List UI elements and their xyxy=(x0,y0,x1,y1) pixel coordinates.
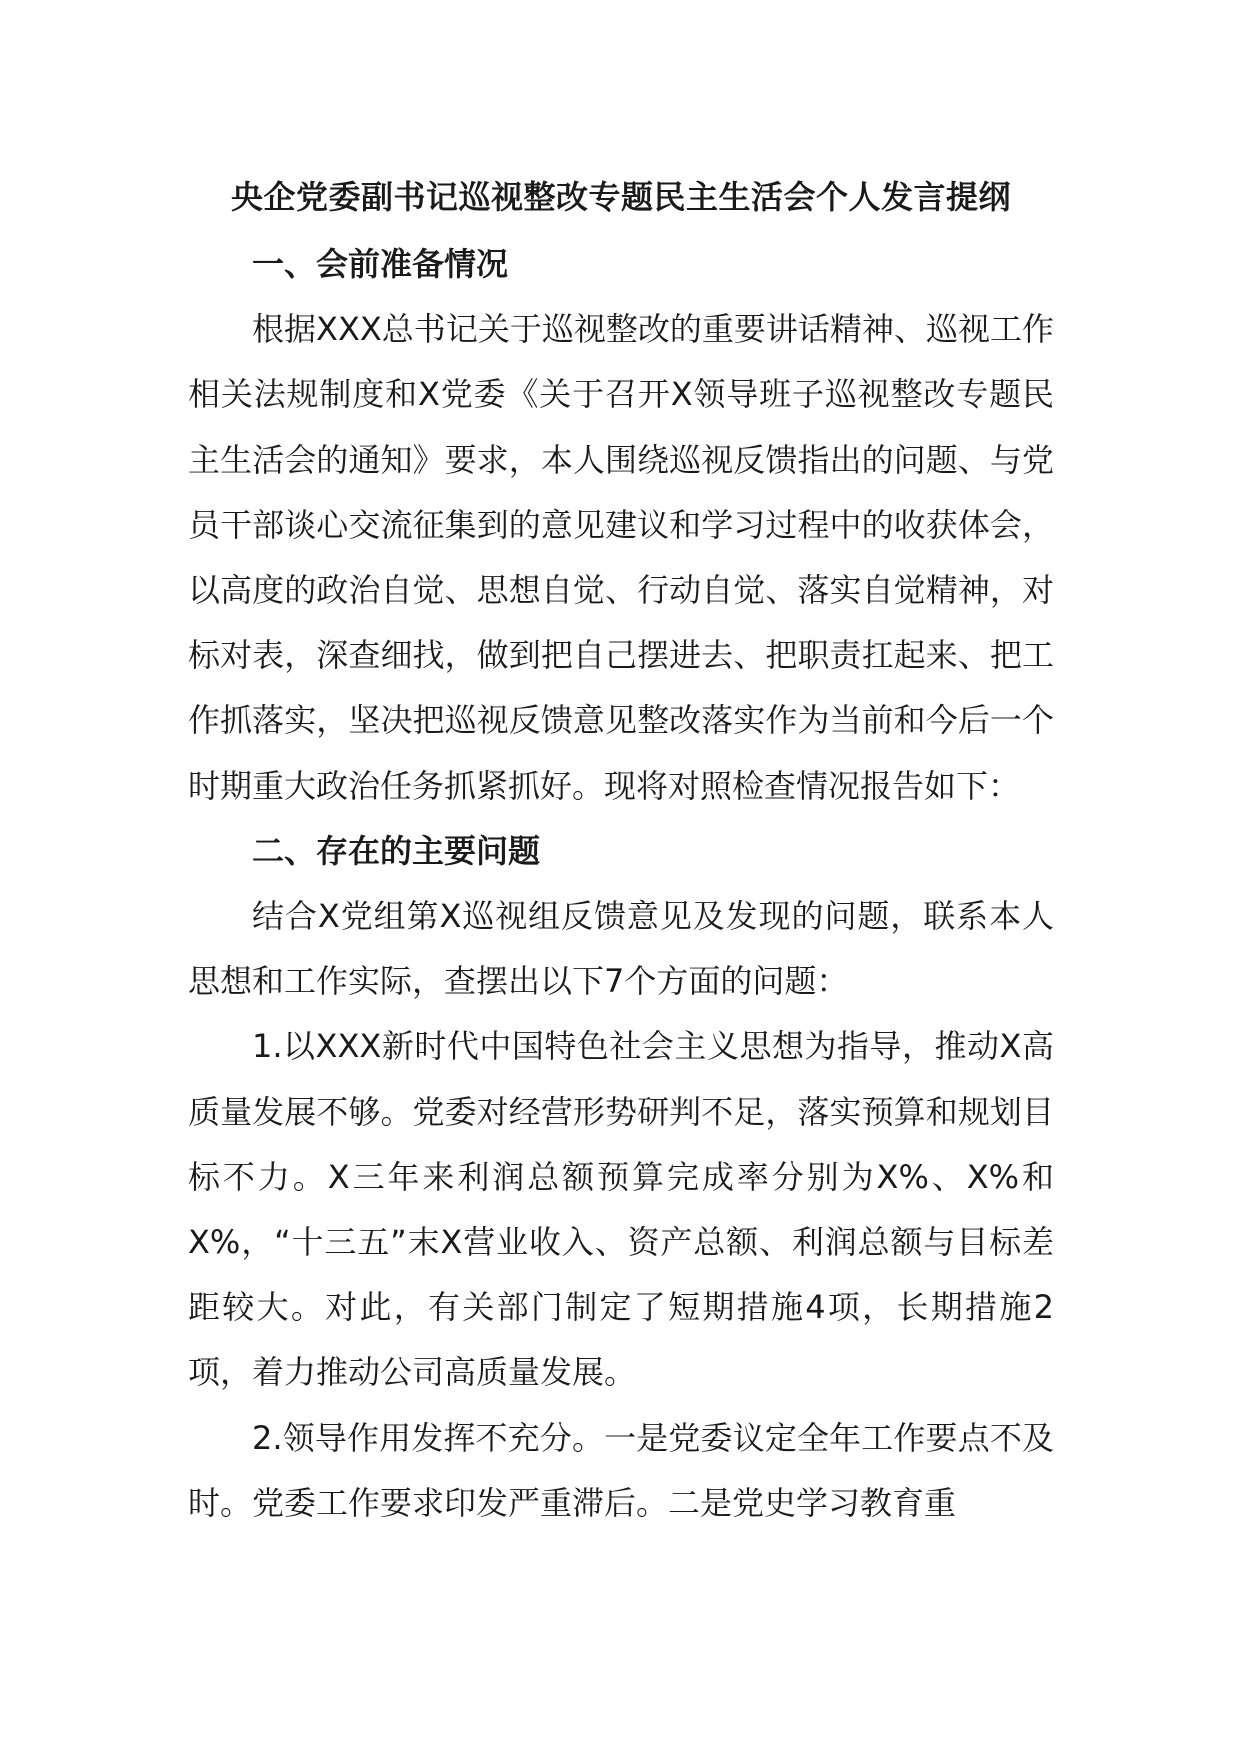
paragraph-preparation: 根据XXX总书记关于巡视整改的重要讲话精神、巡视工作相关法规制度和X党委《关于召开X领导班子巡视整改专题民主生活会的通知》要求，本人围绕巡视反馈指出的问题、与党员干部谈心交流征集到的意见建议和学习过程中的收获体会，以高度的政治自觉、思想自觉、行动自觉、落实自觉精神，对标对表，深查细找，做到把自己摆进去、把职责扛起来、把工作抓落实，坚决把巡视反馈意见整改落实作为当前和今后一个时期重大政治任务抓紧抓好。现将对照检查情况报告如下： xyxy=(188,310,1054,805)
document-title: 央企党委副书记巡视整改专题民主生活会个人发言提纲 xyxy=(230,178,1011,216)
paragraph-problem-2: 2.领导作用发挥不充分。一是党委议定全年工作要点不及时。党委工作要求印发严重滞后。二是党史学习教育重 xyxy=(188,1418,1054,1522)
section-heading-preparation: 一、会前准备情况 xyxy=(252,245,509,283)
paragraph-problems-intro: 结合X党组第X巡视组反馈意见及发现的问题，联系本人思想和工作实际，查摆出以下7个方面的问题： xyxy=(188,897,1054,1001)
section-heading-problems: 二、存在的主要问题 xyxy=(252,831,541,870)
document-body xyxy=(188,232,1054,1536)
paragraph-problem-1: 1.以XXX新时代中国特色社会主义思想为指导，推动X高质量发展不够。党委对经营形势研判不足，落实预算和规划目标不力。X三年来利润总额预算完成率分别为X%、X%和X%，“十三五”末X营业收入、资产总额、利润总额与目标差距较大。对此，有关部门制定了短期措施4项，长期措施2项，着力推动公司高质量发展。 xyxy=(188,1027,1054,1392)
